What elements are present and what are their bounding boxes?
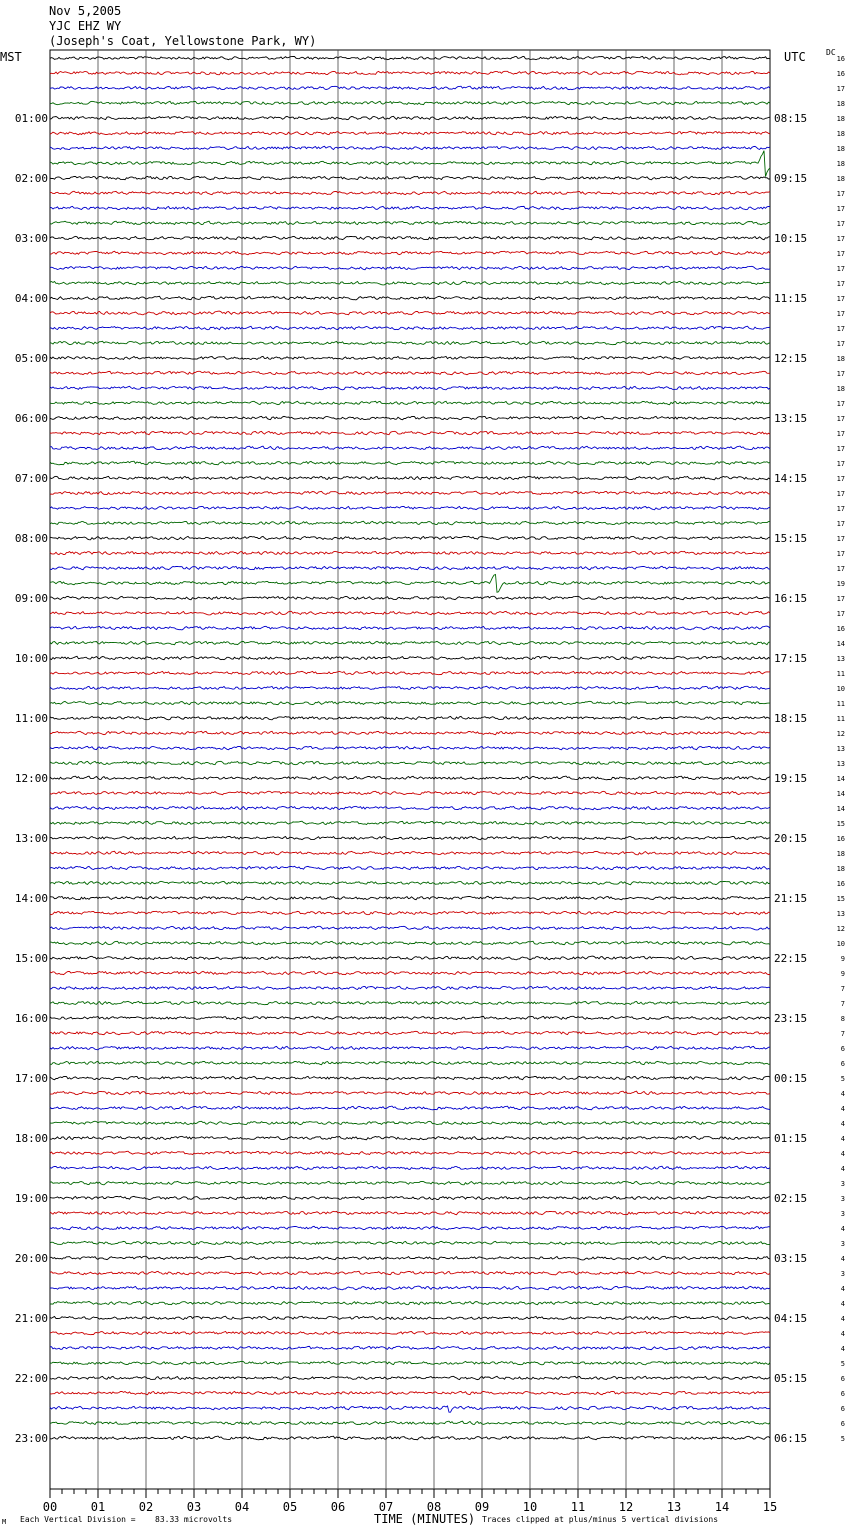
mst-hour-label: 22:00 bbox=[14, 1372, 48, 1385]
dc-offset-label: 10 bbox=[836, 685, 845, 693]
dc-offset-label: 17 bbox=[836, 235, 845, 243]
dc-offset-label: 13 bbox=[836, 655, 845, 663]
dc-offset-label: 18 bbox=[836, 865, 845, 873]
utc-hour-label: 23:15 bbox=[774, 1012, 808, 1025]
seismic-trace bbox=[50, 791, 770, 795]
seismic-trace bbox=[50, 326, 770, 330]
seismic-trace bbox=[50, 1106, 770, 1110]
seismic-trace bbox=[50, 1001, 770, 1004]
seismic-trace bbox=[50, 1331, 770, 1334]
mst-hour-label: 23:00 bbox=[14, 1432, 48, 1445]
utc-hour-label: 10:15 bbox=[774, 232, 808, 245]
mst-hour-label: 04:00 bbox=[14, 292, 48, 305]
seismic-trace bbox=[50, 806, 770, 810]
dc-offset-label: 4 bbox=[840, 1090, 845, 1098]
time-tick-label: 08 bbox=[426, 1500, 442, 1514]
seismic-trace bbox=[50, 566, 770, 569]
dc-offset-label: 12 bbox=[836, 730, 845, 738]
dc-offset-label: 16 bbox=[836, 70, 845, 78]
dc-offset-label: 5 bbox=[840, 1360, 845, 1368]
mst-hour-label: 14:00 bbox=[14, 892, 48, 905]
seismic-trace bbox=[50, 446, 770, 450]
utc-hour-label: 03:15 bbox=[774, 1252, 808, 1265]
dc-offset-label: 17 bbox=[836, 565, 845, 573]
left-timezone-label: MST bbox=[0, 50, 22, 64]
dc-offset-label: 16 bbox=[836, 625, 845, 633]
seismic-trace bbox=[50, 356, 770, 359]
seismic-trace bbox=[50, 1196, 770, 1199]
dc-offset-label: 3 bbox=[840, 1270, 845, 1278]
time-tick-label: 06 bbox=[330, 1500, 346, 1514]
utc-hour-label: 06:15 bbox=[774, 1432, 808, 1445]
seismic-trace bbox=[50, 1211, 770, 1214]
seismic-trace bbox=[50, 1391, 770, 1394]
seismic-trace bbox=[50, 881, 770, 884]
dc-offset-label: 17 bbox=[836, 310, 845, 318]
dc-offset-label: 17 bbox=[836, 445, 845, 453]
dc-offset-label: 17 bbox=[836, 340, 845, 348]
seismic-trace bbox=[50, 956, 770, 960]
time-tick-label: 10 bbox=[522, 1500, 538, 1514]
time-tick-label: 12 bbox=[618, 1500, 634, 1514]
utc-hour-label: 15:15 bbox=[774, 532, 808, 545]
dc-offset-label: 17 bbox=[836, 415, 845, 423]
dc-offset-label: 17 bbox=[836, 430, 845, 438]
seismic-trace bbox=[50, 221, 770, 224]
seismic-trace bbox=[50, 1016, 770, 1019]
seismic-trace bbox=[50, 401, 770, 404]
record-date: Nov 5,2005 bbox=[49, 4, 122, 18]
seismic-trace bbox=[50, 86, 770, 89]
dc-offset-label: 4 bbox=[840, 1225, 845, 1233]
dc-offset-label: 11 bbox=[836, 670, 845, 678]
dc-offset-label: 18 bbox=[836, 130, 845, 138]
dc-offset-label: 7 bbox=[840, 1030, 845, 1038]
seismic-trace bbox=[50, 236, 770, 239]
dc-offset-label: 8 bbox=[840, 1015, 845, 1023]
dc-offset-label: 6 bbox=[840, 1060, 845, 1068]
dc-offset-label: 4 bbox=[840, 1105, 845, 1113]
dc-offset-label: 9 bbox=[840, 970, 845, 978]
seismic-trace bbox=[50, 176, 770, 179]
seismic-trace bbox=[50, 1346, 770, 1349]
seismic-trace bbox=[50, 776, 770, 780]
dc-offset-label: 17 bbox=[836, 460, 845, 468]
seismic-trace bbox=[50, 1226, 770, 1229]
seismic-trace bbox=[50, 926, 770, 930]
dc-offset-label: 17 bbox=[836, 190, 845, 198]
scale-value: 83.33 microvolts bbox=[155, 1515, 233, 1524]
seismic-trace bbox=[50, 971, 770, 974]
mst-hour-label: 20:00 bbox=[14, 1252, 48, 1265]
seismic-trace bbox=[50, 1121, 770, 1124]
seismic-trace bbox=[50, 311, 770, 315]
dc-offset-label: 17 bbox=[836, 250, 845, 258]
seismic-trace bbox=[50, 701, 770, 704]
seismic-trace bbox=[50, 1031, 770, 1035]
seismic-trace bbox=[50, 151, 770, 177]
seismic-trace bbox=[50, 146, 770, 149]
dc-offset-label: 17 bbox=[836, 535, 845, 543]
mst-hour-label: 15:00 bbox=[14, 952, 48, 965]
dc-offset-label: 4 bbox=[840, 1315, 845, 1323]
dc-offset-label: 14 bbox=[836, 790, 845, 798]
dc-offset-label: 17 bbox=[836, 490, 845, 498]
mst-hour-label: 12:00 bbox=[14, 772, 48, 785]
x-axis-title: TIME (MINUTES) bbox=[374, 1512, 476, 1526]
seismic-trace bbox=[50, 1061, 770, 1064]
seismic-trace bbox=[50, 671, 770, 674]
seismic-trace bbox=[50, 866, 770, 869]
time-tick-label: 07 bbox=[378, 1500, 394, 1514]
seismic-trace bbox=[50, 1166, 770, 1170]
dc-offset-label: 18 bbox=[836, 100, 845, 108]
seismic-trace bbox=[50, 281, 770, 285]
mst-hour-label: 01:00 bbox=[14, 112, 48, 125]
utc-hour-label: 02:15 bbox=[774, 1192, 808, 1205]
seismic-trace bbox=[50, 191, 770, 194]
seismic-trace bbox=[50, 986, 770, 989]
seismic-trace bbox=[50, 1421, 770, 1424]
seismic-trace bbox=[50, 746, 770, 749]
utc-hour-label: 14:15 bbox=[774, 472, 808, 485]
utc-hour-label: 01:15 bbox=[774, 1132, 808, 1145]
seismic-trace bbox=[50, 506, 770, 509]
seismic-trace bbox=[50, 716, 770, 719]
utc-hour-label: 12:15 bbox=[774, 352, 808, 365]
utc-hour-label: 09:15 bbox=[774, 172, 808, 185]
dc-offset-label: 11 bbox=[836, 700, 845, 708]
dc-offset-label: 17 bbox=[836, 280, 845, 288]
dc-offset-label: 17 bbox=[836, 595, 845, 603]
seismic-trace bbox=[50, 575, 770, 593]
dc-offset-label: 14 bbox=[836, 640, 845, 648]
mst-hour-label: 03:00 bbox=[14, 232, 48, 245]
dc-offset-label: 17 bbox=[836, 550, 845, 558]
time-tick-label: 15 bbox=[762, 1500, 778, 1514]
dc-offset-label: 9 bbox=[840, 955, 845, 963]
dc-offset-label: 16 bbox=[836, 835, 845, 843]
seismic-trace bbox=[50, 626, 770, 630]
utc-hour-label: 04:15 bbox=[774, 1312, 808, 1325]
seismic-trace bbox=[50, 71, 770, 75]
mst-hour-label: 02:00 bbox=[14, 172, 48, 185]
time-tick-label: 04 bbox=[234, 1500, 250, 1514]
seismic-trace bbox=[50, 821, 770, 825]
seismic-trace bbox=[50, 641, 770, 644]
dc-offset-label: 18 bbox=[836, 160, 845, 168]
seismic-trace bbox=[50, 251, 770, 254]
dc-offset-label: 7 bbox=[840, 985, 845, 993]
time-tick-label: 03 bbox=[186, 1500, 202, 1514]
mst-hour-label: 06:00 bbox=[14, 412, 48, 425]
utc-hour-label: 05:15 bbox=[774, 1372, 808, 1385]
dc-offset-label: 13 bbox=[836, 760, 845, 768]
dc-offset-label: 17 bbox=[836, 400, 845, 408]
seismic-trace bbox=[50, 341, 770, 344]
dc-offset-label: 16 bbox=[836, 55, 845, 63]
dc-offset-label: 17 bbox=[836, 220, 845, 228]
time-tick-label: 13 bbox=[666, 1500, 682, 1514]
utc-hour-label: 16:15 bbox=[774, 592, 808, 605]
seismic-trace bbox=[50, 1046, 770, 1050]
dc-offset-label: 7 bbox=[840, 1000, 845, 1008]
mst-hour-label: 10:00 bbox=[14, 652, 48, 665]
seismic-trace bbox=[50, 836, 770, 839]
dc-offset-label: 17 bbox=[836, 505, 845, 513]
time-tick-label: 02 bbox=[138, 1500, 154, 1514]
seismic-trace bbox=[50, 116, 770, 119]
dc-offset-label: 4 bbox=[840, 1330, 845, 1338]
seismic-trace bbox=[50, 896, 770, 899]
dc-offset-label: 11 bbox=[836, 715, 845, 723]
utc-hour-label: 08:15 bbox=[774, 112, 808, 125]
mst-hour-label: 18:00 bbox=[14, 1132, 48, 1145]
dc-offset-label: 4 bbox=[840, 1165, 845, 1173]
dc-offset-label: 3 bbox=[840, 1210, 845, 1218]
utc-hour-label: 21:15 bbox=[774, 892, 808, 905]
dc-offset-label: 18 bbox=[836, 115, 845, 123]
dc-offset-label: 6 bbox=[840, 1405, 845, 1413]
seismic-trace bbox=[50, 1151, 770, 1155]
dc-offset-label: 18 bbox=[836, 385, 845, 393]
dc-offset-label: 4 bbox=[840, 1285, 845, 1293]
corner-mark: M bbox=[2, 1518, 7, 1526]
utc-hour-label: 17:15 bbox=[774, 652, 808, 665]
utc-hour-label: 18:15 bbox=[774, 712, 808, 725]
time-tick-label: 01 bbox=[90, 1500, 106, 1514]
seismic-trace bbox=[50, 56, 770, 59]
station-location: (Joseph's Coat, Yellowstone Park, WY) bbox=[49, 34, 317, 48]
seismic-trace bbox=[50, 521, 770, 525]
dc-offset-label: 6 bbox=[840, 1045, 845, 1053]
utc-hour-label: 11:15 bbox=[774, 292, 808, 305]
seismic-trace bbox=[50, 101, 770, 104]
station-code: YJC EHZ WY bbox=[49, 19, 122, 33]
dc-label: DC bbox=[826, 48, 836, 57]
dc-offset-label: 4 bbox=[840, 1345, 845, 1353]
mst-hour-label: 09:00 bbox=[14, 592, 48, 605]
seismic-trace bbox=[50, 1316, 770, 1319]
seismic-trace bbox=[50, 911, 770, 914]
mst-hour-label: 17:00 bbox=[14, 1072, 48, 1085]
dc-offset-label: 5 bbox=[840, 1435, 845, 1443]
dc-offset-label: 13 bbox=[836, 745, 845, 753]
mst-hour-label: 19:00 bbox=[14, 1192, 48, 1205]
utc-hour-label: 22:15 bbox=[774, 952, 808, 965]
time-tick-label: 11 bbox=[570, 1500, 586, 1514]
seismic-trace bbox=[50, 1091, 770, 1095]
mst-hour-label: 08:00 bbox=[14, 532, 48, 545]
seismic-trace bbox=[50, 1301, 770, 1304]
dc-offset-label: 6 bbox=[840, 1390, 845, 1398]
seismic-trace bbox=[50, 1241, 770, 1244]
time-tick-label: 05 bbox=[282, 1500, 298, 1514]
dc-offset-label: 6 bbox=[840, 1420, 845, 1428]
dc-offset-label: 3 bbox=[840, 1240, 845, 1248]
dc-offset-label: 17 bbox=[836, 610, 845, 618]
dc-offset-label: 3 bbox=[840, 1195, 845, 1203]
dc-offset-label: 4 bbox=[840, 1150, 845, 1158]
scale-note: Each Vertical Division = bbox=[20, 1515, 136, 1524]
seismic-trace bbox=[50, 431, 770, 434]
dc-offset-label: 17 bbox=[836, 370, 845, 378]
seismic-trace bbox=[50, 416, 770, 419]
dc-offset-label: 4 bbox=[840, 1300, 845, 1308]
clip-note: Traces clipped at plus/minus 5 vertical divisions bbox=[482, 1515, 719, 1524]
right-timezone-label: UTC bbox=[784, 50, 806, 64]
seismic-trace bbox=[50, 1181, 770, 1184]
dc-offset-label: 6 bbox=[840, 1375, 845, 1383]
seismic-trace bbox=[50, 536, 770, 540]
utc-hour-label: 13:15 bbox=[774, 412, 808, 425]
seismic-trace bbox=[50, 596, 770, 599]
seismic-trace bbox=[50, 266, 770, 269]
dc-offset-label: 4 bbox=[840, 1120, 845, 1128]
seismic-trace bbox=[50, 1136, 770, 1140]
mst-hour-label: 07:00 bbox=[14, 472, 48, 485]
seismic-trace bbox=[50, 296, 770, 300]
mst-hour-label: 13:00 bbox=[14, 832, 48, 845]
dc-offset-label: 3 bbox=[840, 1180, 845, 1188]
dc-offset-label: 4 bbox=[840, 1255, 845, 1263]
dc-offset-label: 19 bbox=[836, 580, 845, 588]
utc-hour-label: 19:15 bbox=[774, 772, 808, 785]
mst-hour-label: 11:00 bbox=[14, 712, 48, 725]
seismic-trace bbox=[50, 1361, 770, 1365]
seismic-trace bbox=[50, 656, 770, 660]
seismic-trace bbox=[50, 686, 770, 689]
dc-offset-label: 17 bbox=[836, 325, 845, 333]
seismic-trace bbox=[50, 611, 770, 615]
seismic-trace bbox=[50, 941, 770, 945]
dc-offset-label: 15 bbox=[836, 895, 845, 903]
seismic-trace bbox=[50, 851, 770, 855]
mst-hour-label: 21:00 bbox=[14, 1312, 48, 1325]
time-tick-label: 09 bbox=[474, 1500, 490, 1514]
dc-offset-label: 4 bbox=[840, 1135, 845, 1143]
seismic-trace bbox=[50, 551, 770, 554]
dc-offset-label: 12 bbox=[836, 925, 845, 933]
dc-offset-label: 17 bbox=[836, 85, 845, 93]
seismic-trace bbox=[50, 461, 770, 465]
seismic-trace bbox=[50, 1286, 770, 1290]
time-tick-label: 00 bbox=[42, 1500, 58, 1514]
dc-offset-label: 18 bbox=[836, 175, 845, 183]
seismic-trace bbox=[50, 386, 770, 390]
dc-offset-label: 16 bbox=[836, 880, 845, 888]
dc-offset-label: 10 bbox=[836, 940, 845, 948]
seismic-trace bbox=[50, 761, 770, 764]
seismic-trace bbox=[50, 1436, 770, 1440]
dc-offset-label: 5 bbox=[840, 1075, 845, 1083]
seismic-trace bbox=[50, 731, 770, 734]
dc-offset-label: 17 bbox=[836, 475, 845, 483]
dc-offset-label: 17 bbox=[836, 295, 845, 303]
mst-hour-label: 16:00 bbox=[14, 1012, 48, 1025]
seismic-trace bbox=[50, 371, 770, 374]
dc-offset-label: 17 bbox=[836, 205, 845, 213]
mst-hour-label: 05:00 bbox=[14, 352, 48, 365]
seismic-trace bbox=[50, 476, 770, 480]
seismic-trace bbox=[50, 1376, 770, 1379]
utc-hour-label: 20:15 bbox=[774, 832, 808, 845]
seismic-trace bbox=[50, 1406, 770, 1412]
dc-offset-label: 18 bbox=[836, 850, 845, 858]
seismic-trace bbox=[50, 1076, 770, 1079]
dc-offset-label: 14 bbox=[836, 775, 845, 783]
dc-offset-label: 13 bbox=[836, 910, 845, 918]
dc-offset-label: 14 bbox=[836, 805, 845, 813]
dc-offset-label: 17 bbox=[836, 520, 845, 528]
dc-offset-label: 17 bbox=[836, 265, 845, 273]
seismic-trace bbox=[50, 1256, 770, 1260]
utc-hour-label: 00:15 bbox=[774, 1072, 808, 1085]
dc-offset-label: 15 bbox=[836, 820, 845, 828]
seismic-trace bbox=[50, 1271, 770, 1275]
dc-offset-label: 18 bbox=[836, 145, 845, 153]
seismic-trace bbox=[50, 131, 770, 134]
time-tick-label: 14 bbox=[714, 1500, 730, 1514]
dc-offset-label: 18 bbox=[836, 355, 845, 363]
seismic-trace bbox=[50, 206, 770, 209]
seismic-trace bbox=[50, 491, 770, 495]
